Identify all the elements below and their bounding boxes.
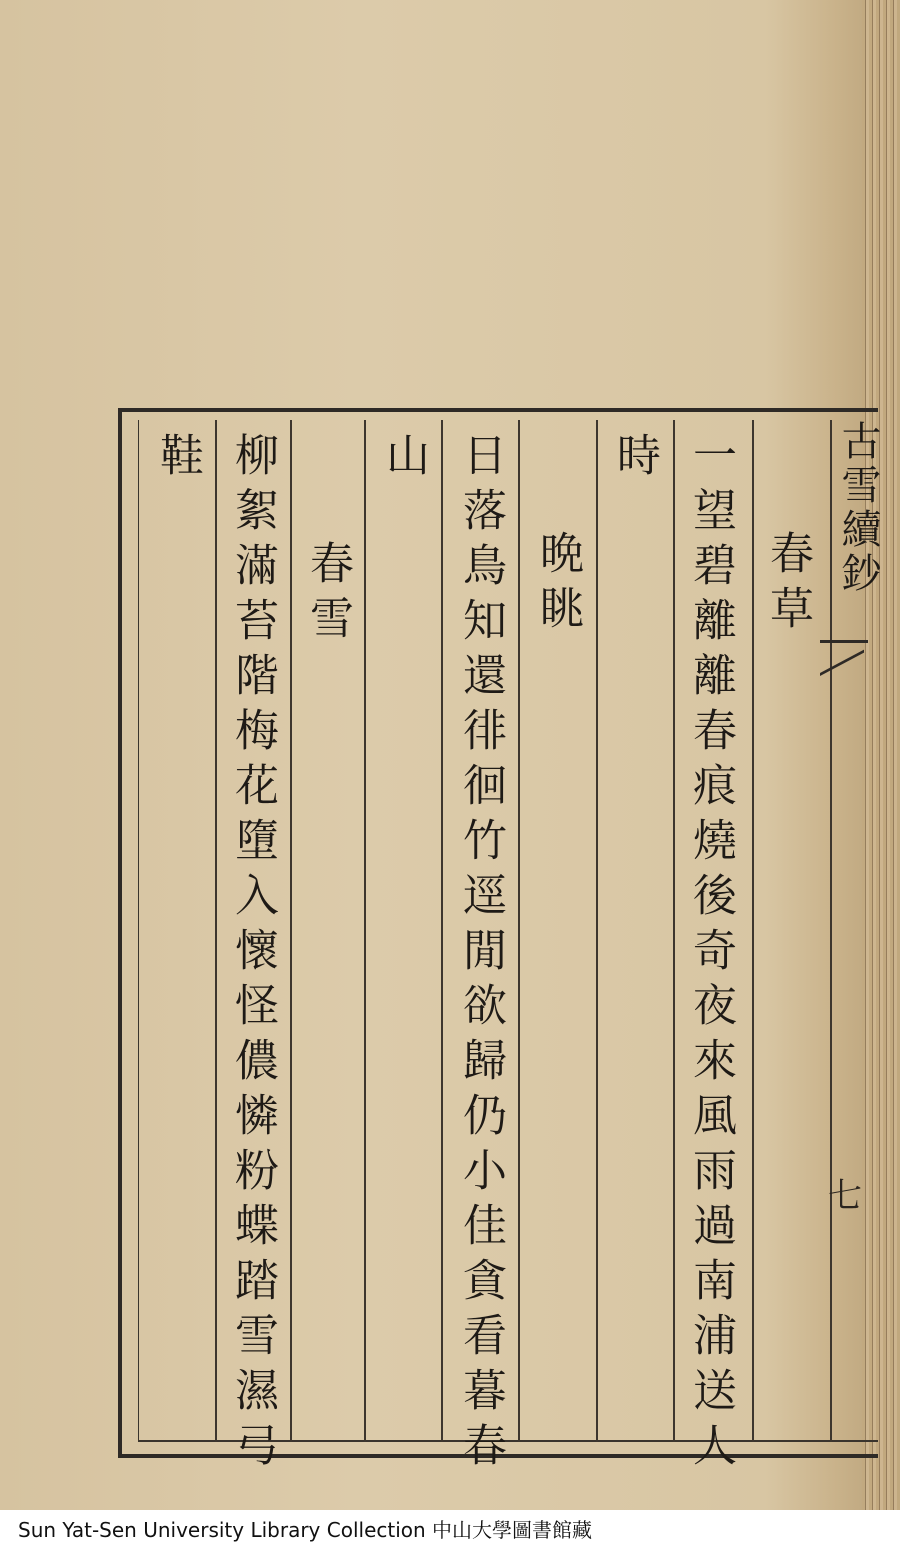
- column-rule: [518, 420, 520, 1442]
- poem-line: 柳絮滿苔階梅花墮入懷怪儂憐粉蝶踏雪濕弓: [227, 432, 278, 1477]
- column-rule: [673, 420, 675, 1442]
- poem-line: 一望碧離離春痕燒後奇夜來風雨過南浦送人: [685, 432, 736, 1477]
- leaf-number: 七: [828, 1176, 862, 1216]
- book-title-column: 古雪續鈔: [835, 420, 881, 596]
- poem-title-spring-grass: 春草: [762, 530, 813, 640]
- poem-line-end: 時: [609, 432, 660, 487]
- column-rule: [752, 420, 754, 1442]
- column-rule: [364, 420, 366, 1442]
- column-rule: [215, 420, 217, 1442]
- poem-line-end: 山: [378, 432, 429, 487]
- column-rule: [290, 420, 292, 1442]
- column-rule: [830, 420, 832, 1442]
- poem-line-end: 鞋: [152, 432, 203, 487]
- poem-title-evening-view: 晩眺: [532, 530, 583, 640]
- poem-title-spring-snow: 春雪: [302, 540, 353, 650]
- collection-credit: Sun Yat-Sen University Library Collection 中山大學圖書館藏: [18, 1518, 593, 1542]
- column-rule: [441, 420, 443, 1442]
- column-rule: [596, 420, 598, 1442]
- poem-line: 日落鳥知還徘徊竹逕閒欲歸仍小佳貪看暮春: [455, 432, 506, 1477]
- fish-tail-mark: [820, 640, 868, 679]
